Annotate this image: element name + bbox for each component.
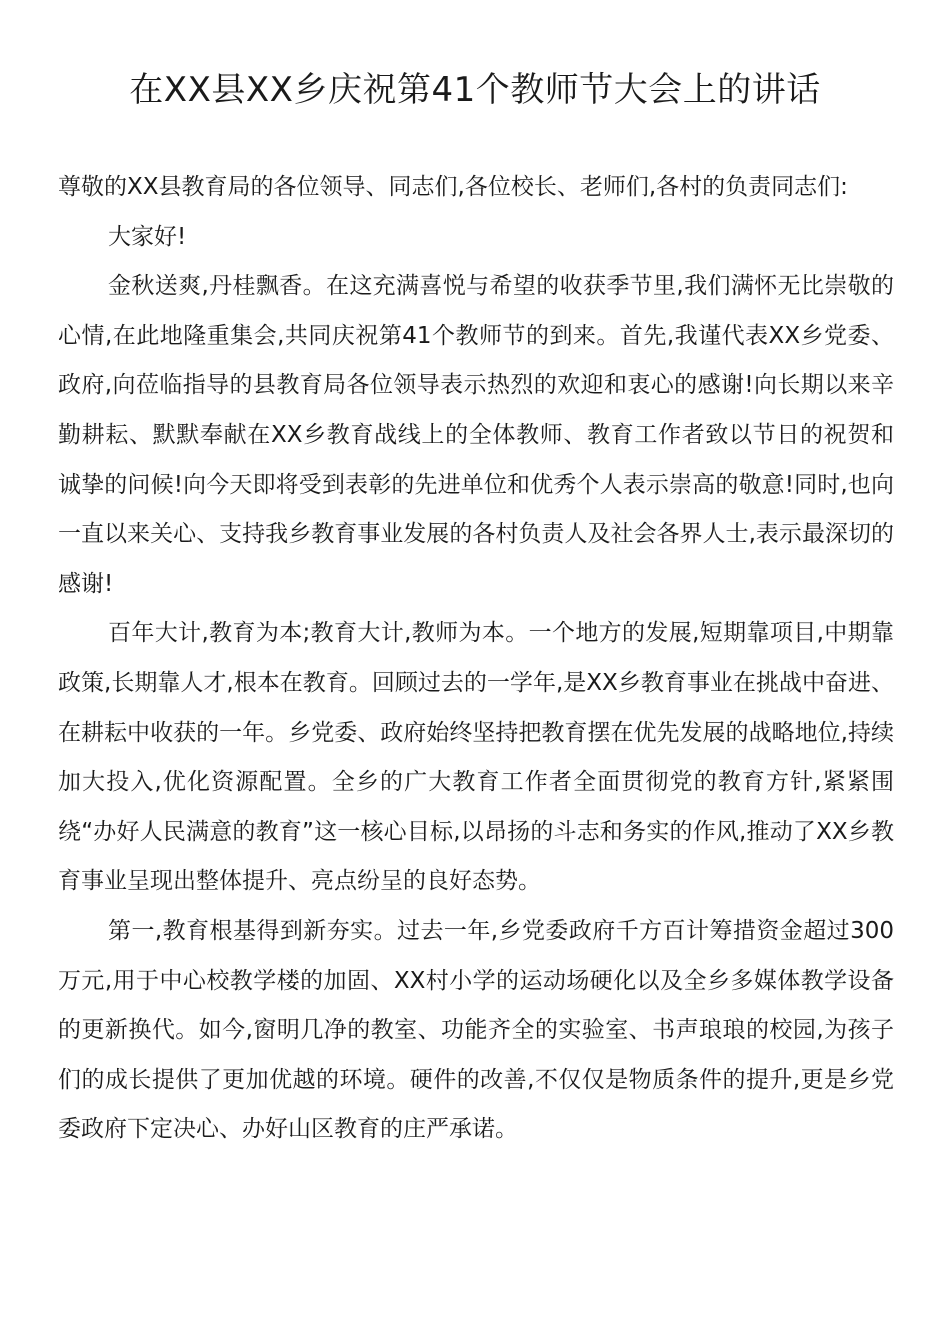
- salutation: 尊敬的XX县教育局的各位领导、同志们,各位校长、老师们,各村的负责同志们:: [58, 174, 848, 200]
- greeting: 大家好!: [108, 223, 187, 250]
- paragraph-3: 第一,教育根基得到新夯实。过去一年,乡党委政府千方百计筹措资金超过300万元,用于中心校教学楼的加固、XX村小学的运动场硬化以及全乡多媒体教学设备的更新换代。如今,窗明几净的教室、功能齐全的实验室、书声琅琅的校园,为孩子们的成长提供了更加优越的环境。硬件的改善,不仅仅是物质条件的提升,更是乡党委政府下定决心、办好山区教育的庄严承诺。: [58, 917, 894, 1143]
- paragraph-2: 百年大计,教育为本;教育大计,教师为本。一个地方的发展,短期靠项目,中期靠政策,长期靠人才,根本在教育。回顾过去的一学年,是XX乡教育事业在挑战中奋进、在耕耘中收获的一年。乡党委、政府始终坚持把教育摆在优先发展的战略地位,持续加大投入,优化资源配置。全乡的广大教育工作者全面贯彻党的教育方针,紧紧围绕“办好人民满意的教育”这一核心目标,以昂扬的斗志和务实的作风,推动了XX乡教育事业呈现出整体提升、亮点纷呈的良好态势。: [58, 620, 894, 895]
- document-body: [58, 163, 894, 1155]
- paragraph-1: 金秋送爽,丹桂飘香。在这充满喜悦与希望的收获季节里,我们满怀无比崇敬的心情,在此地隆重集会,共同庆祝第41个教师节的到来。首先,我谨代表XX乡党委、政府,向莅临指导的县教育局各位领导表示热烈的欢迎和衷心的感谢!向长期以来辛勤耕耘、默默奉献在XX乡教育战线上的全体教师、教育工作者致以节日的祝贺和诚挚的问候!向今天即将受到表彰的先进单位和优秀个人表示崇高的敬意!同时,也向一直以来关心、支持我乡教育事业发展的各村负责人及社会各界人士,表示最深切的感谢!: [58, 273, 894, 597]
- document-title: 在XX县XX乡庆祝第41个教师节大会上的讲话: [129, 70, 821, 110]
